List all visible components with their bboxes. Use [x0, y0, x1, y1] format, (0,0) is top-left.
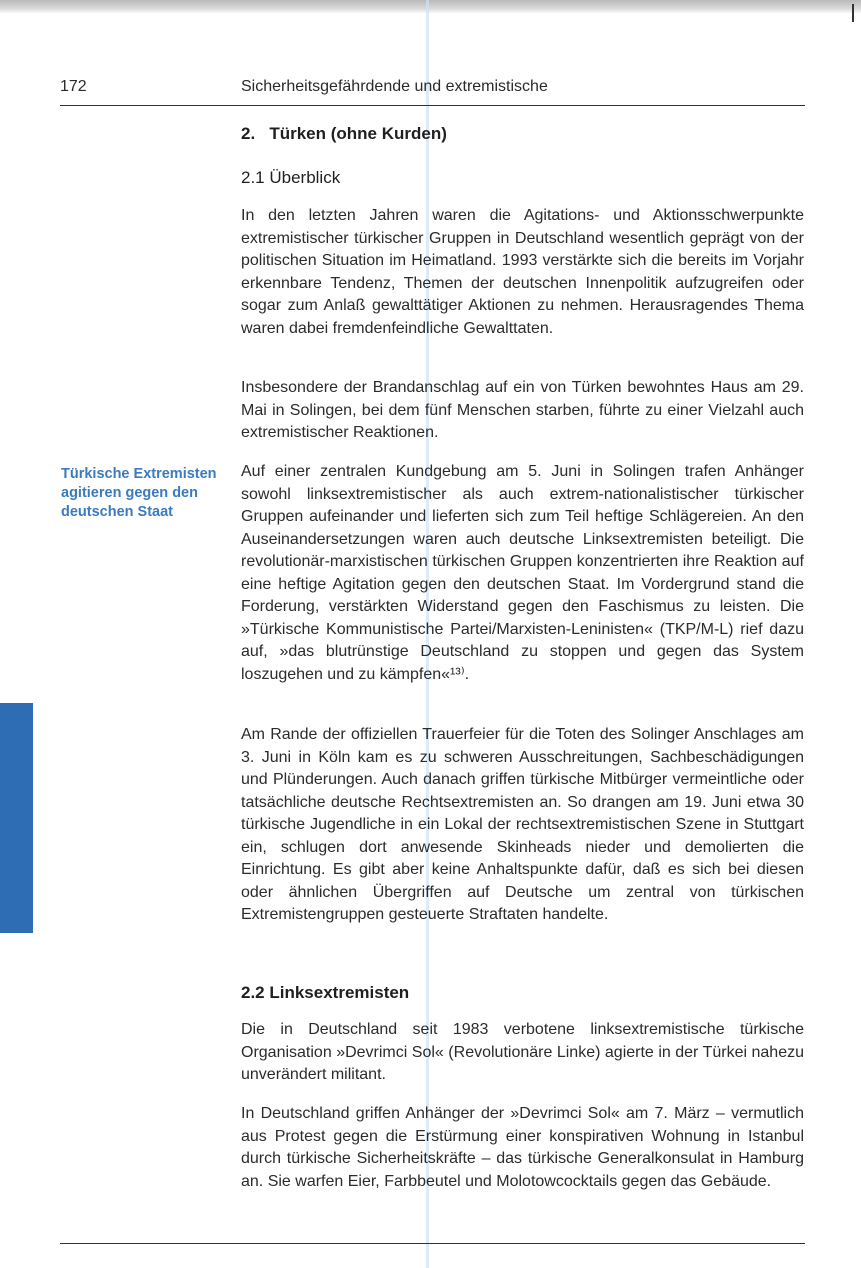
paragraph-5: Die in Deutschland seit 1983 verbotene linksextremistische türkische Organisation »Devrimci Sol« (Revolutionäre Linke) agierte in der Türkei nahezu unverändert militant.: [241, 1021, 804, 1083]
section-heading: 2. Türken (ohne Kurden): [241, 124, 447, 143]
footer-rule: [60, 1243, 805, 1244]
chapter-tab: [0, 703, 33, 933]
paragraph-4: Am Rande der offiziellen Trauerfeier für die Toten des Solinger Anschlages am 3. Juni in Köln kam es zu schweren Ausschreitungen, Sachbeschädigungen und Plünderungen. Auch danach griffen türkische Mitbürger vermeintliche oder tatsächliche deutsche Rechtsextremisten an. So drangen am 19. Juni etwa 30 türkische Jugendliche in ein Lokal der rechtsextremistischen Szene in Stuttgart ein, schlugen dort anwesende Skinheads nieder und demolierten die Einrichtung. Es gibt aber keine Anhaltspunkte dafür, daß es sich bei diesen oder ähnlichen Übergriffen auf Deutsche um zentral von türkischen Extremistengruppen gesteuerte Straftaten handelte.: [241, 726, 804, 923]
scan-edge-mark: [852, 4, 854, 22]
margin-note: Türkische Extremisten agitieren gegen den deutschen Staat: [61, 466, 217, 520]
header-rule: [60, 105, 805, 106]
page-number: 172: [60, 78, 87, 95]
scan-top-shadow: [0, 0, 861, 14]
subsection-heading-left-extremists: 2.2 Linksextremisten: [241, 983, 410, 1002]
subsection-heading-overview: 2.1 Überblick: [241, 168, 341, 187]
paragraph-1: In den letzten Jahren waren die Agitations- und Aktionsschwerpunkte extremistischer türkischer Gruppen in Deutschland wesentlich geprägt von der politischen Situation im Heimatland. 1993 verstärkte sich die bereits im Vorjahr erkennbare Tendenz, Themen der deutschen Innenpolitik aufzugreifen oder sogar zum Anlaß gewalttätiger Aktionen zu nehmen. Herausragendes Thema waren dabei fremdenfeindliche Gewalttaten.: [241, 207, 804, 337]
paragraph-3: Auf einer zentralen Kundgebung am 5. Juni in Solingen trafen Anhänger sowohl linksextremistischer als auch extrem-nationalistischer türkischer Gruppen aufeinander und lieferten sich zum Teil heftige Schlägereien. An den Auseinandersetzungen waren auch deutsche Linksextremisten beteiligt. Die revolutionär-marxistischen türkischen Gruppen konzentrierten ihre Reaktion auf eine heftige Agitation gegen den deutschen Staat. Im Vordergrund stand die Forderung, verstärkten Widerstand gegen den Faschismus zu leisten. Die »Türkische Kommunistische Partei/Marxisten-Leninisten« (TKP/M-L) rief dazu auf, »das blutrünstige Deutschland zu stoppen und gegen das System loszugehen und zu kämpfen«¹³⁾.: [241, 463, 804, 683]
paragraph-6: In Deutschland griffen Anhänger der »Devrimci Sol« am 7. März – vermutlich aus Protest gegen die Erstürmung einer konspirativen Wohnung in Istanbul durch türkische Sicherheitskräfte – das türkische Generalkonsulat in Hamburg an. Sie warfen Eier, Farbbeutel und Molotowcocktails gegen das Gebäude.: [241, 1105, 804, 1190]
paragraph-2: Insbesondere der Brandanschlag auf ein von Türken bewohntes Haus am 29. Mai in Solingen, bei dem fünf Menschen starben, führte zu einer Vielzahl auch extremistischer Reaktionen.: [241, 379, 804, 441]
running-head: Sicherheitsgefährdende und extremistische: [241, 78, 548, 95]
